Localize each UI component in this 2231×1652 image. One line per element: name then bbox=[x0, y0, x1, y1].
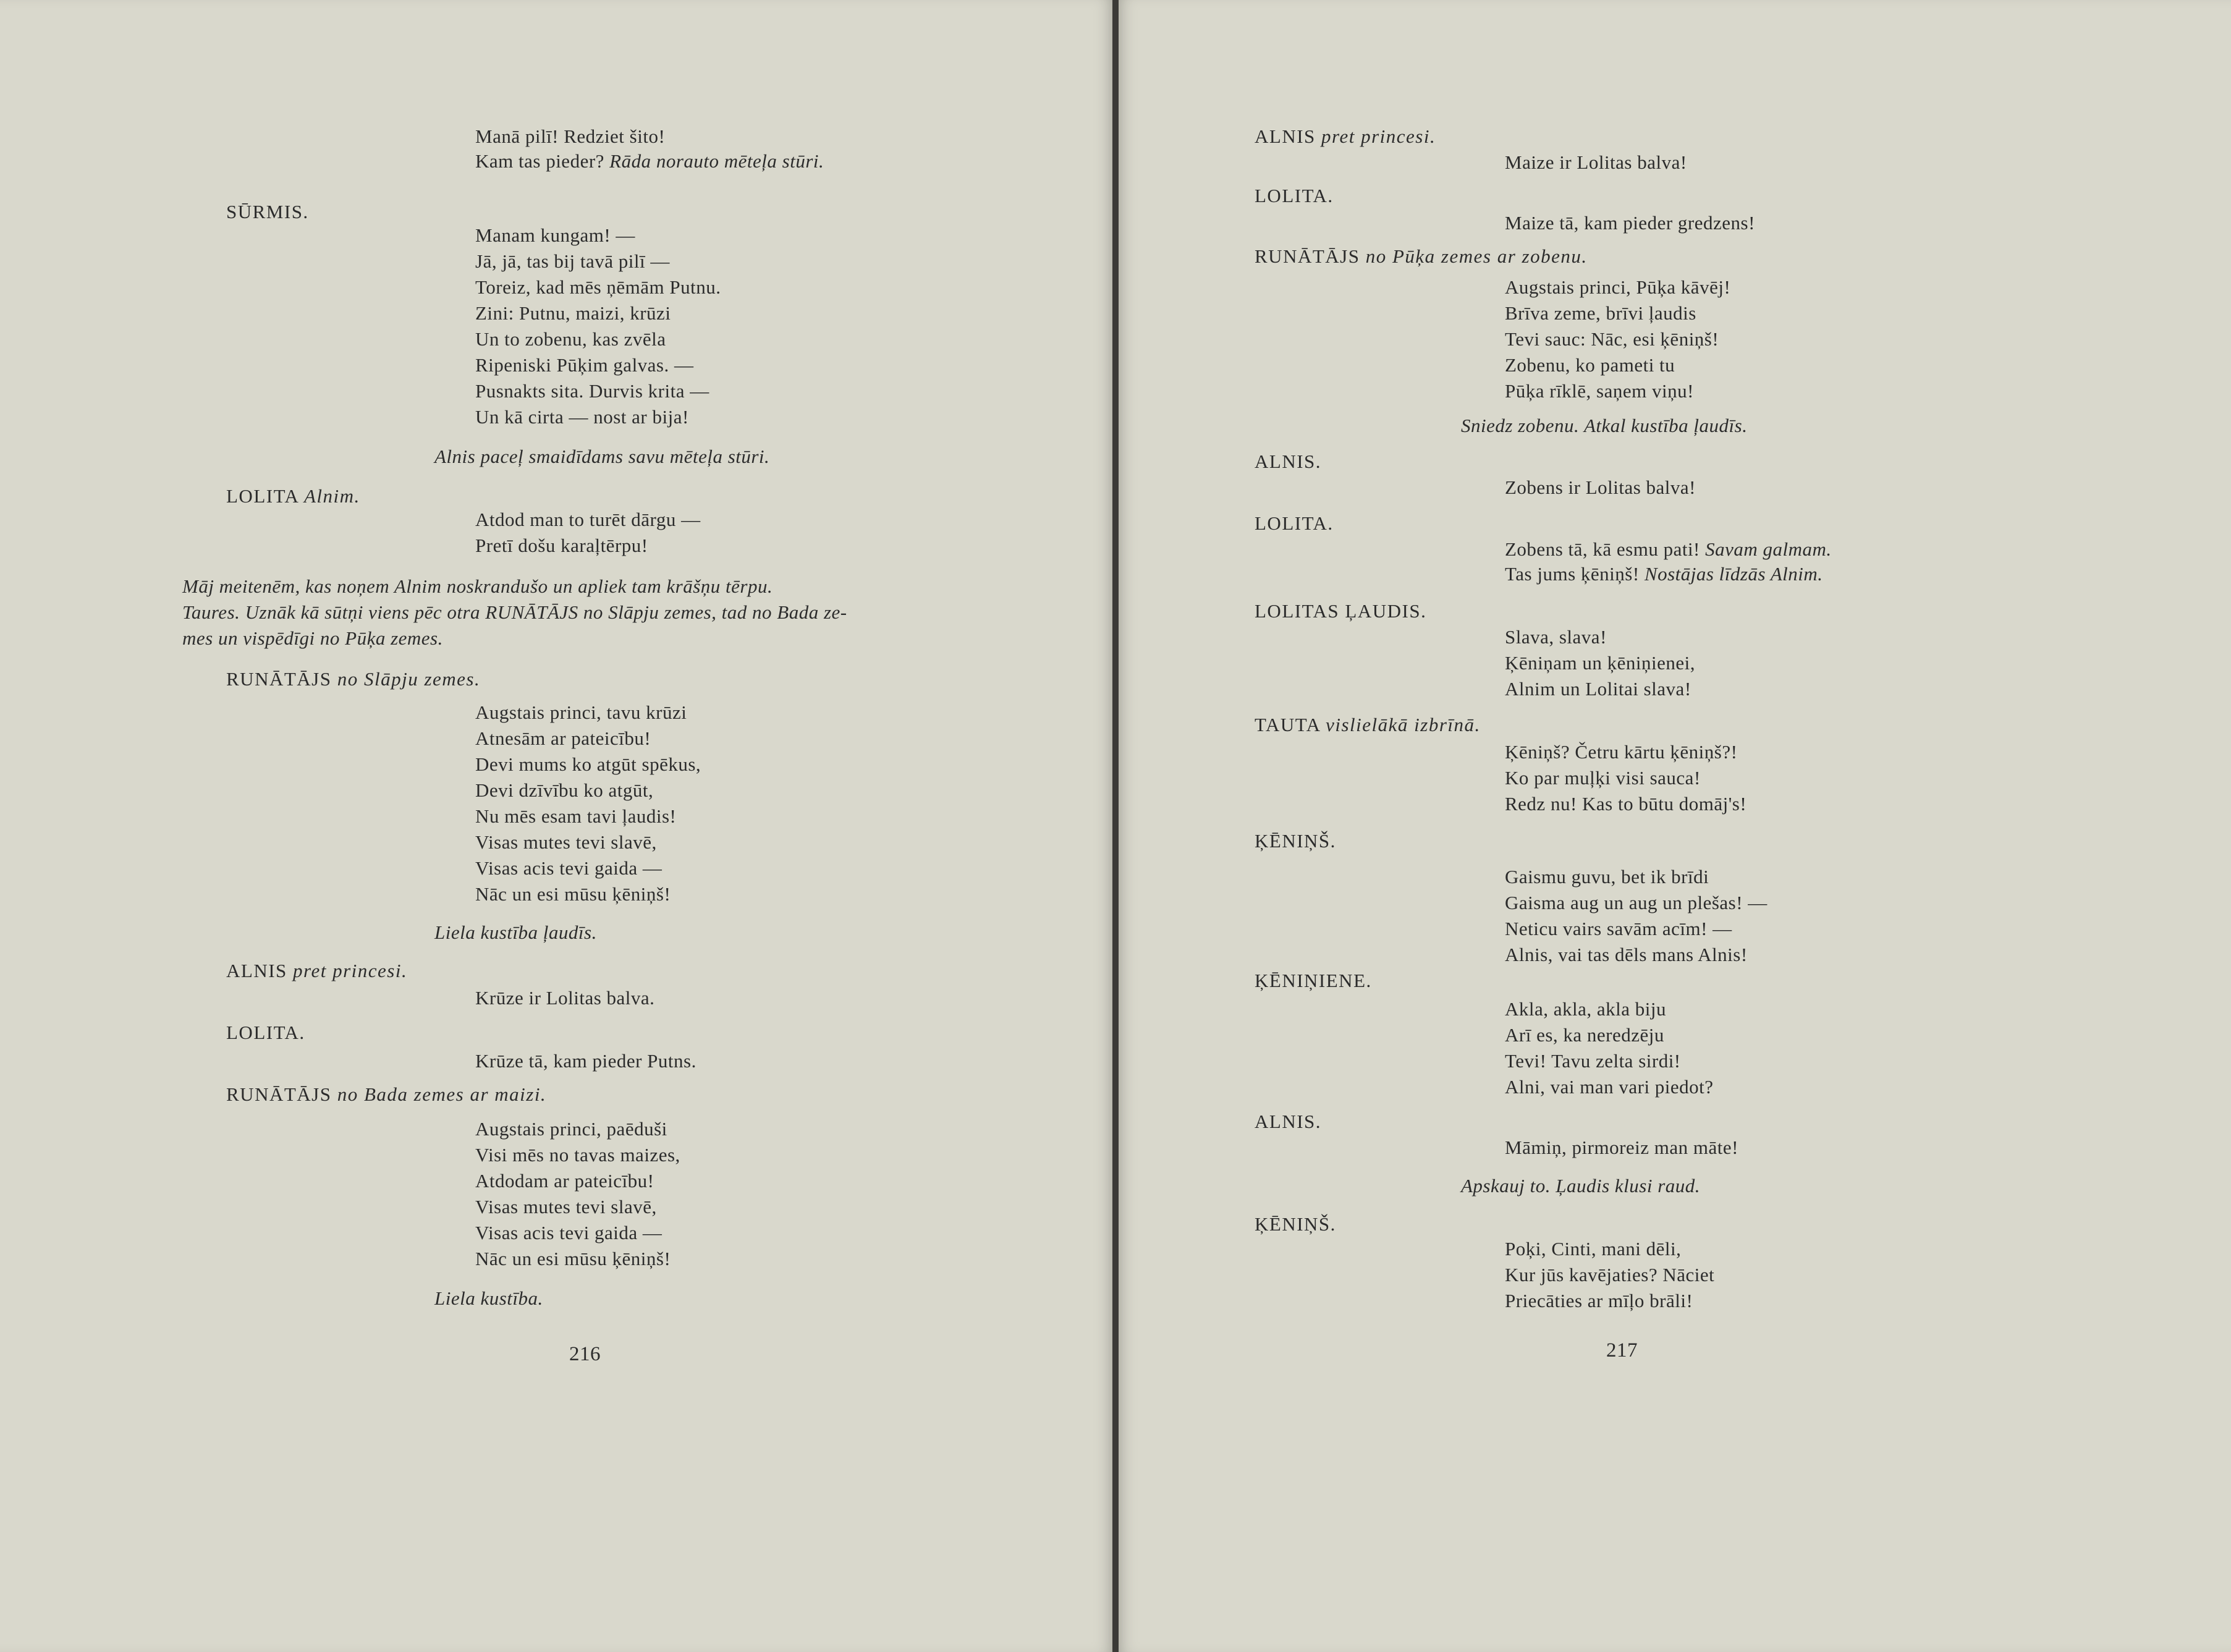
verse-line bbox=[1505, 326, 1719, 352]
speaker-line bbox=[226, 958, 407, 984]
verse-line bbox=[475, 1194, 657, 1220]
speaker-line bbox=[1255, 968, 1372, 994]
speaker-name: ALNIS. bbox=[1255, 1111, 1322, 1132]
line-text: Maize ir Lolitas balva! bbox=[1505, 151, 1687, 173]
verse-line bbox=[475, 881, 671, 907]
line-text: Ķēniņš? Četru kārtu ķēniņš?! bbox=[1505, 741, 1738, 763]
verse-line bbox=[475, 124, 665, 150]
inline-direction: Rāda norauto mēteļa stūri. bbox=[609, 150, 824, 172]
verse-line bbox=[475, 1220, 662, 1246]
page-number-left: 216 bbox=[569, 1343, 601, 1365]
verse-line bbox=[1505, 739, 1737, 765]
speaker-name: LOLITA. bbox=[1255, 185, 1334, 206]
verse-line bbox=[475, 507, 701, 533]
speaker-name: LOLITA bbox=[226, 485, 298, 507]
verse-line bbox=[475, 1168, 654, 1194]
line-text: Māmiņ, pirmoreiz man māte! bbox=[1505, 1137, 1738, 1158]
verse-line bbox=[1505, 1135, 1738, 1161]
verse-line bbox=[475, 533, 648, 559]
verse-line bbox=[1505, 916, 1732, 942]
line-text: Manā pilī! Redziet šito! bbox=[475, 125, 666, 147]
line-text: Alnis paceļ smaidīdams savu mēteļa stūri. bbox=[434, 446, 770, 467]
stage-direction-paragraph bbox=[182, 625, 443, 651]
line-text: Akla, akla, akla biju bbox=[1505, 998, 1666, 1020]
line-text: Nāc un esi mūsu ķēniņš! bbox=[475, 883, 671, 905]
line-text: Un kā cirta — nost ar bija! bbox=[475, 406, 689, 428]
line-text: Ripeniski Pūķim galvas. — bbox=[475, 354, 694, 376]
verse-line bbox=[475, 1048, 696, 1074]
verse-line bbox=[475, 148, 824, 174]
line-text: Alnim un Lolitai slava! bbox=[1505, 678, 1691, 700]
line-text: Tas jums ķēniņš! bbox=[1505, 563, 1640, 585]
verse-line bbox=[1505, 274, 1730, 300]
verse-line bbox=[1505, 536, 1832, 562]
line-text: Pretī došu karaļtērpu! bbox=[475, 535, 648, 556]
speaker-line bbox=[1255, 1211, 1336, 1237]
line-text: Alni, vai man vari piedot? bbox=[1505, 1076, 1714, 1098]
verse-line bbox=[1505, 650, 1695, 676]
line-text: Visas mutes tevi slavē, bbox=[475, 1196, 657, 1218]
line-text: Neticu vairs savām acīm! — bbox=[1505, 918, 1732, 939]
speaker-line bbox=[226, 483, 360, 509]
stage-direction-paragraph bbox=[182, 599, 847, 625]
speaker-line bbox=[1255, 244, 1588, 269]
inline-direction: Alnim. bbox=[303, 485, 360, 507]
verse-line bbox=[475, 1142, 680, 1168]
speaker-name: LOLITA. bbox=[226, 1022, 305, 1043]
stage-direction bbox=[434, 920, 597, 946]
verse-line bbox=[475, 803, 676, 829]
speaker-name: ĶĒNIŅŠ. bbox=[1255, 830, 1336, 852]
verse-line bbox=[1505, 150, 1687, 176]
line-text: Brīva zeme, brīvi ļaudis bbox=[1505, 302, 1696, 324]
verse-line bbox=[475, 274, 721, 300]
line-text: Visas acis tevi gaida — bbox=[475, 857, 663, 879]
verse-line bbox=[475, 1116, 667, 1142]
verse-line bbox=[1505, 1048, 1681, 1074]
speaker-line bbox=[226, 199, 309, 225]
line-text: Jā, jā, tas bij tavā pilī — bbox=[475, 250, 670, 272]
speaker-name: SŪRMIS. bbox=[226, 201, 309, 222]
speaker-line bbox=[1255, 183, 1334, 209]
line-text: Ķēniņam un ķēniņienei, bbox=[1505, 652, 1695, 674]
speaker-line bbox=[1255, 712, 1481, 738]
stage-direction-paragraph bbox=[182, 574, 773, 599]
line-text: Arī es, ka neredzēju bbox=[1505, 1024, 1664, 1046]
line-text: Zobens ir Lolitas balva! bbox=[1505, 477, 1696, 498]
verse-line bbox=[475, 222, 635, 248]
inline-direction: Nostājas līdzās Alnim. bbox=[1644, 563, 1823, 585]
verse-line bbox=[1505, 352, 1675, 378]
speaker-name: ALNIS bbox=[1255, 125, 1316, 147]
verse-line bbox=[475, 726, 651, 752]
line-text: Devi mums ko atgūt spēkus, bbox=[475, 753, 701, 775]
verse-line bbox=[1505, 791, 1746, 817]
line-text: Visas mutes tevi slavē, bbox=[475, 831, 657, 853]
verse-line bbox=[1505, 942, 1748, 968]
line-text: Atdod man to turēt dārgu — bbox=[475, 509, 701, 530]
verse-line bbox=[475, 300, 671, 326]
line-text: Alnis, vai tas dēls mans Alnis! bbox=[1505, 944, 1748, 965]
verse-line bbox=[1505, 378, 1694, 404]
line-text: Krūze tā, kam pieder Putns. bbox=[475, 1050, 696, 1072]
line-text: Ko par muļķi visi sauca! bbox=[1505, 767, 1701, 789]
line-text: Tevi! Tavu zelta sirdi! bbox=[1505, 1050, 1681, 1072]
line-text: Augstais princi, tavu krūzi bbox=[475, 701, 687, 723]
speaker-name: RUNĀTĀJS bbox=[226, 668, 332, 690]
verse-line bbox=[475, 326, 666, 352]
speaker-name: LOLITA. bbox=[1255, 512, 1334, 534]
stage-direction bbox=[434, 1286, 543, 1311]
line-text: Manam kungam! — bbox=[475, 224, 635, 246]
line-text: Poķi, Cinti, mani dēli, bbox=[1505, 1238, 1682, 1260]
line-text: Atnesām ar pateicību! bbox=[475, 727, 651, 749]
right-page bbox=[1119, 0, 2231, 1652]
line-text: Augstais princi, paēduši bbox=[475, 1118, 667, 1140]
line-text: Visi mēs no tavas maizes, bbox=[475, 1144, 680, 1166]
line-text: Liela kustība ļaudīs. bbox=[434, 921, 597, 943]
verse-line bbox=[475, 985, 654, 1011]
line-text: Slava, slava! bbox=[1505, 626, 1607, 648]
line-text: mes un vispēdīgi no Pūķa zemes. bbox=[182, 627, 443, 649]
speaker-line bbox=[1255, 510, 1334, 536]
verse-line bbox=[475, 352, 694, 378]
line-text: Pūķa rīklē, saņem viņu! bbox=[1505, 380, 1694, 402]
inline-direction: no Slāpju zemes. bbox=[337, 668, 481, 690]
verse-line bbox=[1505, 1022, 1664, 1048]
verse-line bbox=[1505, 1262, 1714, 1288]
speaker-name: ĶĒNIŅIENE. bbox=[1255, 970, 1372, 991]
verse-line bbox=[1505, 864, 1709, 890]
line-text: Atdodam ar pateicību! bbox=[475, 1170, 654, 1192]
speaker-line bbox=[1255, 598, 1426, 624]
verse-line bbox=[475, 404, 689, 430]
page-number-right: 217 bbox=[1606, 1339, 1638, 1362]
speaker-name: ALNIS. bbox=[1255, 451, 1322, 472]
line-text: Redz nu! Kas to būtu domāj's! bbox=[1505, 793, 1747, 815]
verse-line bbox=[1505, 210, 1755, 236]
line-text: Kam tas pieder? bbox=[475, 150, 604, 172]
verse-line bbox=[475, 378, 709, 404]
line-text: Zini: Putnu, maizi, krūzi bbox=[475, 302, 671, 324]
line-text: Gaisma aug un aug un plešas! — bbox=[1505, 892, 1767, 913]
verse-line bbox=[1505, 624, 1607, 650]
line-text: Nu mēs esam tavi ļaudis! bbox=[475, 805, 677, 827]
verse-line bbox=[1505, 765, 1701, 791]
verse-line bbox=[1505, 1236, 1681, 1262]
speaker-line bbox=[1255, 449, 1321, 475]
speaker-line bbox=[226, 666, 480, 692]
verse-line bbox=[1505, 676, 1691, 702]
verse-line bbox=[1505, 561, 1823, 587]
speaker-name: ALNIS bbox=[226, 960, 287, 981]
line-text: Visas acis tevi gaida — bbox=[475, 1222, 663, 1243]
verse-line bbox=[1505, 300, 1696, 326]
verse-line bbox=[1505, 1288, 1693, 1314]
line-text: Liela kustība. bbox=[434, 1287, 543, 1309]
left-page bbox=[0, 0, 1112, 1652]
line-text: Augstais princi, Pūķa kāvēj! bbox=[1505, 276, 1731, 298]
stage-direction bbox=[1461, 1173, 1700, 1199]
verse-line bbox=[475, 752, 701, 777]
line-text: Kur jūs kavējaties? Nāciet bbox=[1505, 1264, 1715, 1286]
speaker-name: TAUTA bbox=[1255, 714, 1320, 735]
speaker-line bbox=[226, 1020, 305, 1046]
verse-line bbox=[475, 829, 657, 855]
line-text: Zobenu, ko pameti tu bbox=[1505, 354, 1675, 376]
verse-line bbox=[1505, 996, 1666, 1022]
inline-direction: Savam galmam. bbox=[1705, 538, 1832, 560]
line-text: Maize tā, kam pieder gredzens! bbox=[1505, 212, 1755, 234]
inline-direction: vislielākā izbrīnā. bbox=[1326, 714, 1481, 735]
verse-line bbox=[475, 777, 653, 803]
book-gutter bbox=[1112, 0, 1119, 1652]
inline-direction: no Pūķa zemes ar zobenu. bbox=[1365, 245, 1588, 267]
line-text: Taures. Uznāk kā sūtņi viens pēc otra RUNĀTĀJS no Slāpju zemes, tad no Bada ze- bbox=[182, 601, 847, 623]
verse-line bbox=[475, 1246, 671, 1272]
line-text: Un to zobenu, kas zvēla bbox=[475, 328, 666, 350]
verse-line bbox=[1505, 890, 1767, 916]
line-text: Krūze ir Lolitas balva. bbox=[475, 987, 655, 1009]
inline-direction: pret princesi. bbox=[293, 960, 408, 981]
verse-line bbox=[475, 855, 662, 881]
stage-direction bbox=[1461, 413, 1747, 439]
line-text: Tevi sauc: Nāc, esi ķēniņš! bbox=[1505, 328, 1719, 350]
line-text: Sniedz zobenu. Atkal kustība ļaudīs. bbox=[1461, 415, 1748, 436]
speaker-line bbox=[1255, 1109, 1321, 1135]
line-text: Toreiz, kad mēs ņēmām Putnu. bbox=[475, 276, 721, 298]
verse-line bbox=[475, 248, 670, 274]
inline-direction: pret princesi. bbox=[1321, 125, 1436, 147]
line-text: Pusnakts sita. Durvis krita — bbox=[475, 380, 709, 402]
stage-direction bbox=[434, 444, 769, 470]
speaker-name: LOLITAS ĻAUDIS. bbox=[1255, 600, 1427, 622]
speaker-name: RUNĀTĀJS bbox=[1255, 245, 1360, 267]
line-text: Apskauj to. Ļaudis klusi raud. bbox=[1461, 1175, 1701, 1197]
line-text: Zobens tā, kā esmu pati! bbox=[1505, 538, 1700, 560]
line-text: Gaismu guvu, bet ik brīdi bbox=[1505, 866, 1709, 887]
speaker-name: ĶĒNIŅŠ. bbox=[1255, 1213, 1336, 1235]
speaker-line bbox=[1255, 124, 1436, 150]
verse-line bbox=[1505, 475, 1696, 501]
speaker-line bbox=[1255, 828, 1336, 854]
line-text: Māj meitenēm, kas noņem Alnim noskrandušo un apliek tam krāšņu tērpu. bbox=[182, 575, 773, 597]
line-text: Devi dzīvību ko atgūt, bbox=[475, 779, 654, 801]
speaker-line bbox=[226, 1082, 546, 1108]
line-text: Nāc un esi mūsu ķēniņš! bbox=[475, 1248, 671, 1269]
inline-direction: no Bada zemes ar maizi. bbox=[337, 1083, 547, 1105]
speaker-name: RUNĀTĀJS bbox=[226, 1083, 332, 1105]
verse-line bbox=[1505, 1074, 1714, 1100]
line-text: Priecāties ar mīļo brāli! bbox=[1505, 1290, 1693, 1311]
verse-line bbox=[475, 700, 687, 726]
